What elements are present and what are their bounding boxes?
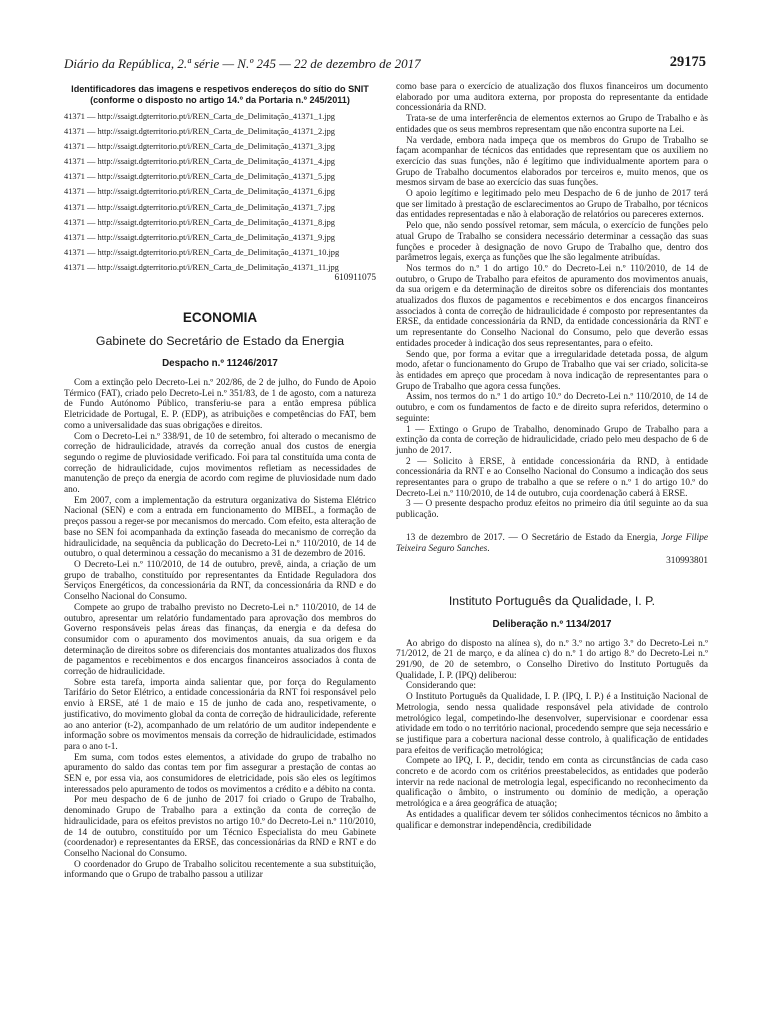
body-paragraph: Com a extinção pelo Decreto-Lei n.º 202/86, de 2 de julho, do Fundo de Apoio Térmico (FAT), criado pelo Decreto-Lei n.º 351/83, de 1 de agosto, com a natureza de Fundo Autónomo Público, transferiu-se para a então empresa pública Eletricidade de Portugal, E. P. (EDP), as atribuições e competências do FAT, bem como a universalidade das suas obrigações e direitos. [64, 378, 376, 431]
body-paragraph: Compete ao IPQ, I. P., decidir, tendo em conta as circunstâncias de cada caso concreto e de acordo com os critérios preestabelecidos, as entidades que poderão intervir na rede nacional de metrologia legal, especificando no reconhecimento da qualificação o âmbito, o instrumento ou domínio de medição, a operação metrológica e a área geográfica de atuação; [396, 756, 708, 810]
body-paragraph: Compete ao grupo de trabalho previsto no Decreto-Lei n.º 110/2010, de 14 de outubro, apresentar um relatório fundamentado para aprovação dos membros do Governo responsáveis pelas áreas das finanças, da energia e da defesa do consumidor com o apuramento dos movimentos anuais, da sua origem e da determinação de direitos sobre os diferenciais dos montantes atualizados dos fluxos de pagamentos e recebimentos e dos encargos financeiros associados à conta de correção de hidraulicidade. [64, 602, 376, 678]
body-paragraph: Ao abrigo do disposto na alínea s), do n.º 3.º no artigo 3.º do Decreto-Lei n.º 71/2012, de 21 de março, e da alínea c) do n.º 1 do artigo 8.º do Decreto-Lei n.º 291/90, de 20 de setembro, o Conselho Diretivo do Instituto Português da Qualidade, I. P. (IPQ) deliberou: [396, 638, 708, 681]
image-link[interactable]: 41371 — http://ssaigt.dgterritorio.pt/i/REN_Carta_de_Delimitação_41371_2.jpg [64, 127, 335, 137]
image-table-title-line1: Identificadores das imagens e respetivos endereços do sítio do SNIT [71, 84, 369, 94]
body-paragraph: Na verdade, embora nada impeça que os membros do Grupo de Trabalho se façam acompanhar de técnicos das entidades que representam que os auxiliem no exercício das suas funções, não é legítimo que individualmente aportem para o Grupo de Trabalho documentos elaborados por terceiros e, muito menos, que os mesmos sirvam de base ao exercício das suas funções. [396, 135, 708, 189]
body-paragraph: 3 — O presente despacho produz efeitos no primeiro dia útil seguinte ao da sua publicação. [396, 499, 708, 521]
image-link[interactable]: 41371 — http://ssaigt.dgterritorio.pt/i/REN_Carta_de_Delimitação_41371_9.jpg [64, 232, 335, 242]
organization-name: Gabinete do Secretário de Estado da Energia [95, 333, 345, 348]
body-paragraph: Considerando que: [406, 681, 476, 692]
page-number: 29175 [669, 54, 706, 70]
body-paragraph: Sendo que, por forma a evitar que a irregularidade detetada possa, de algum modo, afetar o funcionamento do Grupo de Trabalho que vai ser criado, solicita-se às entidades em apreço que procedam à nova indicação de representantes para o Grupo de Trabalho que agora cessa funções. [396, 349, 708, 392]
signatory-name: Jorge Filipe Teixeira Seguro Sanches [396, 532, 708, 554]
image-link[interactable]: 41371 — http://ssaigt.dgterritorio.pt/i/REN_Carta_de_Delimitação_41371_5.jpg [64, 172, 335, 182]
body-paragraph: 2 — Solicito à ERSE, à entidade concessionária da RND, à entidade concessionária da RNT e ao Conselho Nacional do Consumo a indicação dos seus representantes para o grupo de trabalho a que se refere o n.º 1 do artigo 10.º do Decreto-Lei n.º 110/2010, de 14 de outubro, cuja coordenação caberá à ERSE. [396, 456, 708, 499]
image-link[interactable]: 41371 — http://ssaigt.dgterritorio.pt/i/REN_Carta_de_Delimitação_41371_3.jpg [64, 142, 335, 152]
reference-number: 310993801 [666, 556, 708, 567]
document-title: Despacho n.º 11246/2017 [162, 358, 278, 370]
signature-line [396, 533, 708, 554]
document-title: Deliberação n.º 1134/2017 [492, 618, 612, 630]
body-paragraph: Trata-se de uma interferência de elementos externos ao Grupo de Trabalho e às entidades que os seus membros representam que não encontra suporte na Lei. [396, 114, 708, 135]
reference-number: 610911075 [334, 272, 376, 283]
body-paragraph: As entidades a qualificar devem ter sólidos conhecimentos técnicos no âmbito a qualificar e demonstrar independência, credibilidade [396, 809, 708, 831]
image-table-title [64, 84, 376, 106]
signature-suffix: . [487, 543, 490, 554]
signature-prefix: 13 de dezembro de 2017. — O Secretário de Estado da Energia, [406, 532, 662, 543]
body-paragraph: Pelo que, não sendo possível retomar, sem mácula, o exercício de funções pelo atual Grupo de Trabalho se considera necessário determinar a cessação das suas funções e proceder à designação de novo Grupo de Trabalho que, dentro dos parâmetros legais, exerça as funções que lhe são legalmente atribuídas. [396, 221, 708, 264]
image-link[interactable]: 41371 — http://ssaigt.dgterritorio.pt/i/REN_Carta_de_Delimitação_41371_1.jpg [64, 112, 335, 121]
body-paragraph: O apoio legítimo e legitimado pelo meu Despacho de 6 de junho de 2017 terá que ser limitado à prestação de esclarecimentos ao Grupo de Trabalho, por técnicos das entidades representadas e não à elaboração de relatórios ou pareceres externos. [396, 189, 708, 221]
journal-title: Diário da República, 2.ª série — N.º 245 — 22 de dezembro de 2017 [64, 56, 421, 71]
body-paragraph: O Decreto-Lei n.º 110/2010, de 14 de outubro, prevê, ainda, a criação de um grupo de trabalho, constituído por representantes da Entidade Reguladora dos Serviços Energéticos, da concessionária da RNT, da concessionária da RND e do Conselho Nacional do Consumo. [64, 560, 376, 603]
body-paragraph: como base para o exercício de atualização dos fluxos financeiros um documento elaborado por uma auditora externa, por proposta do representante da entidade concessionária da RND. [396, 82, 708, 114]
body-paragraph: Nos termos do n.º 1 do artigo 10.º do Decreto-Lei n.º 110/2010, de 14 de outubro, o Grupo de Trabalho para efeitos de apuramento dos movimentos anuais, da sua origem e da determinação de direitos sobre os diferenciais dos montantes atualizados dos fluxos de pagamentos e recebimentos e dos encargos financeiros associados à conta de correção de hidraulicidade é composto por representantes da ERSE, da entidade concessionária da RND, da entidade concessionária da RNT e um representante do Conselho Nacional do Consumo, pelo que deverão essas entidades proceder à indicação dos seus representantes, para o efeito. [396, 263, 708, 349]
image-link[interactable]: 41371 — http://ssaigt.dgterritorio.pt/i/REN_Carta_de_Delimitação_41371_7.jpg [64, 202, 335, 212]
section-title: ECONOMIA [182, 309, 258, 325]
image-link[interactable]: 41371 — http://ssaigt.dgterritorio.pt/i/REN_Carta_de_Delimitação_41371_8.jpg [64, 217, 335, 227]
image-link[interactable]: 41371 — http://ssaigt.dgterritorio.pt/i/REN_Carta_de_Delimitação_41371_6.jpg [64, 187, 335, 197]
body-paragraph: Em 2007, com a implementação da estrutura organizativa do Sistema Elétrico Nacional (SEN) e com a entrada em funcionamento do MIBEL, a formação de preços passou a reger-se por mecanismos do mercado. Com efeito, esta alteração de base no SEN foi acompanhada da extinção faseada do mecanismo de correção da hidraulicidade, na sequência da publicação do Decreto-Lei n.º 110/2010, de 14 de outubro, o qual determinou a cessação do mecanismo a 31 de dezembro de 2016. [64, 495, 376, 560]
body-paragraph: Por meu despacho de 6 de junho de 2017 foi criado o Grupo de Trabalho, denominado Grupo de Trabalho para a extinção da conta de correção de hidraulicidade, para os efeitos previstos no artigo 10.º do Decreto-Lei n.º 110/2010, de 14 de outubro, constituído por um Técnico Especialista do meu Gabinete (coordenador) e representantes da ERSE, das concessionárias da RND e RNT e do Conselho Nacional do Consumo. [64, 795, 376, 859]
right-column [396, 82, 708, 831]
body-paragraph: O coordenador do Grupo de Trabalho solicitou recentemente a sua substituição, informando que o Grupo de trabalho passou a utilizar [64, 859, 376, 881]
image-link[interactable]: 41371 — http://ssaigt.dgterritorio.pt/i/REN_Carta_de_Delimitação_41371_10.jpg [64, 247, 340, 257]
body-paragraph: Assim, nos termos do n.º 1 do artigo 10.º do Decreto-Lei n.º 110/2010, de 14 de outubro, e com os fundamentos de facto e de direito supra referidos, determino o seguinte: [396, 392, 708, 424]
page-header [64, 56, 706, 76]
body-paragraph: Com o Decreto-Lei n.º 338/91, de 10 de setembro, foi alterado o mecanismo de correção de hidraulicidade, através da correção anual dos custos de energia segundo o regime de pluviosidade verificado. Foi para tal constituída uma conta de correção de hidraulicidade, cujos movimentos refletiam as necessidades de manutenção de preço da energia de acordo com regime de pluviosidade num dado ano. [64, 431, 376, 496]
image-links-list [64, 112, 376, 273]
left-column [64, 82, 376, 881]
image-link[interactable]: 41371 — http://ssaigt.dgterritorio.pt/i/REN_Carta_de_Delimitação_41371_4.jpg [64, 157, 335, 167]
body-paragraph: Em suma, com todos estes elementos, a atividade do grupo de trabalho no apuramento do saldo das contas tem por fim assegurar a prestação de contas ao SEN e, por essa via, aos consumidores de eletricidade, pois são eles os legítimos interessados pelo apuramento de todos os movimentos a crédito e a débito na conta. [64, 752, 376, 795]
image-table-title-line2: (conforme o disposto no artigo 14.º da Portaria n.º 245/2011) [90, 95, 350, 105]
image-link[interactable]: 41371 — http://ssaigt.dgterritorio.pt/i/REN_Carta_de_Delimitação_41371_11.jpg [64, 262, 339, 272]
body-paragraph: O Instituto Português da Qualidade, I. P. (IPQ, I. P.) é a Instituição Nacional de Metrologia, sendo nessa qualidade responsável pela atividade de controlo metrológico legal, competindo-lhe desenvolver, supervisionar e coordenar essa atividade em todo o no território nacional, procedendo sempre que seja necessário e se justifique para a cobertura nacional desse controlo, à qualificação de entidades para efeitos de verificação metrológica; [396, 692, 708, 756]
organization-name: Instituto Português da Qualidade, I. P. [448, 594, 656, 609]
body-paragraph: 1 — Extingo o Grupo de Trabalho, denominado Grupo de Trabalho para a extinção da conta de correção de hidraulicidade, criado pelo meu despacho de 6 de junho de 2017. [396, 424, 708, 456]
body-paragraph: Sobre esta tarefa, importa ainda salientar que, por força do Regulamento Tarifário do Setor Elétrico, a entidade concessionária da RNT foi responsável pelo envio à ERSE, até 1 de maio e 15 de junho de cada ano, respetivamente, o justificativo, do movimento global da conta de correção de hidraulicidade, referente ao ano anterior (t-2), acompanhado de um relatório de um auditor independente e informação sobre os movimentos mensais da correção de hidraulicidade, estimados para o ano t-1. [64, 677, 376, 752]
